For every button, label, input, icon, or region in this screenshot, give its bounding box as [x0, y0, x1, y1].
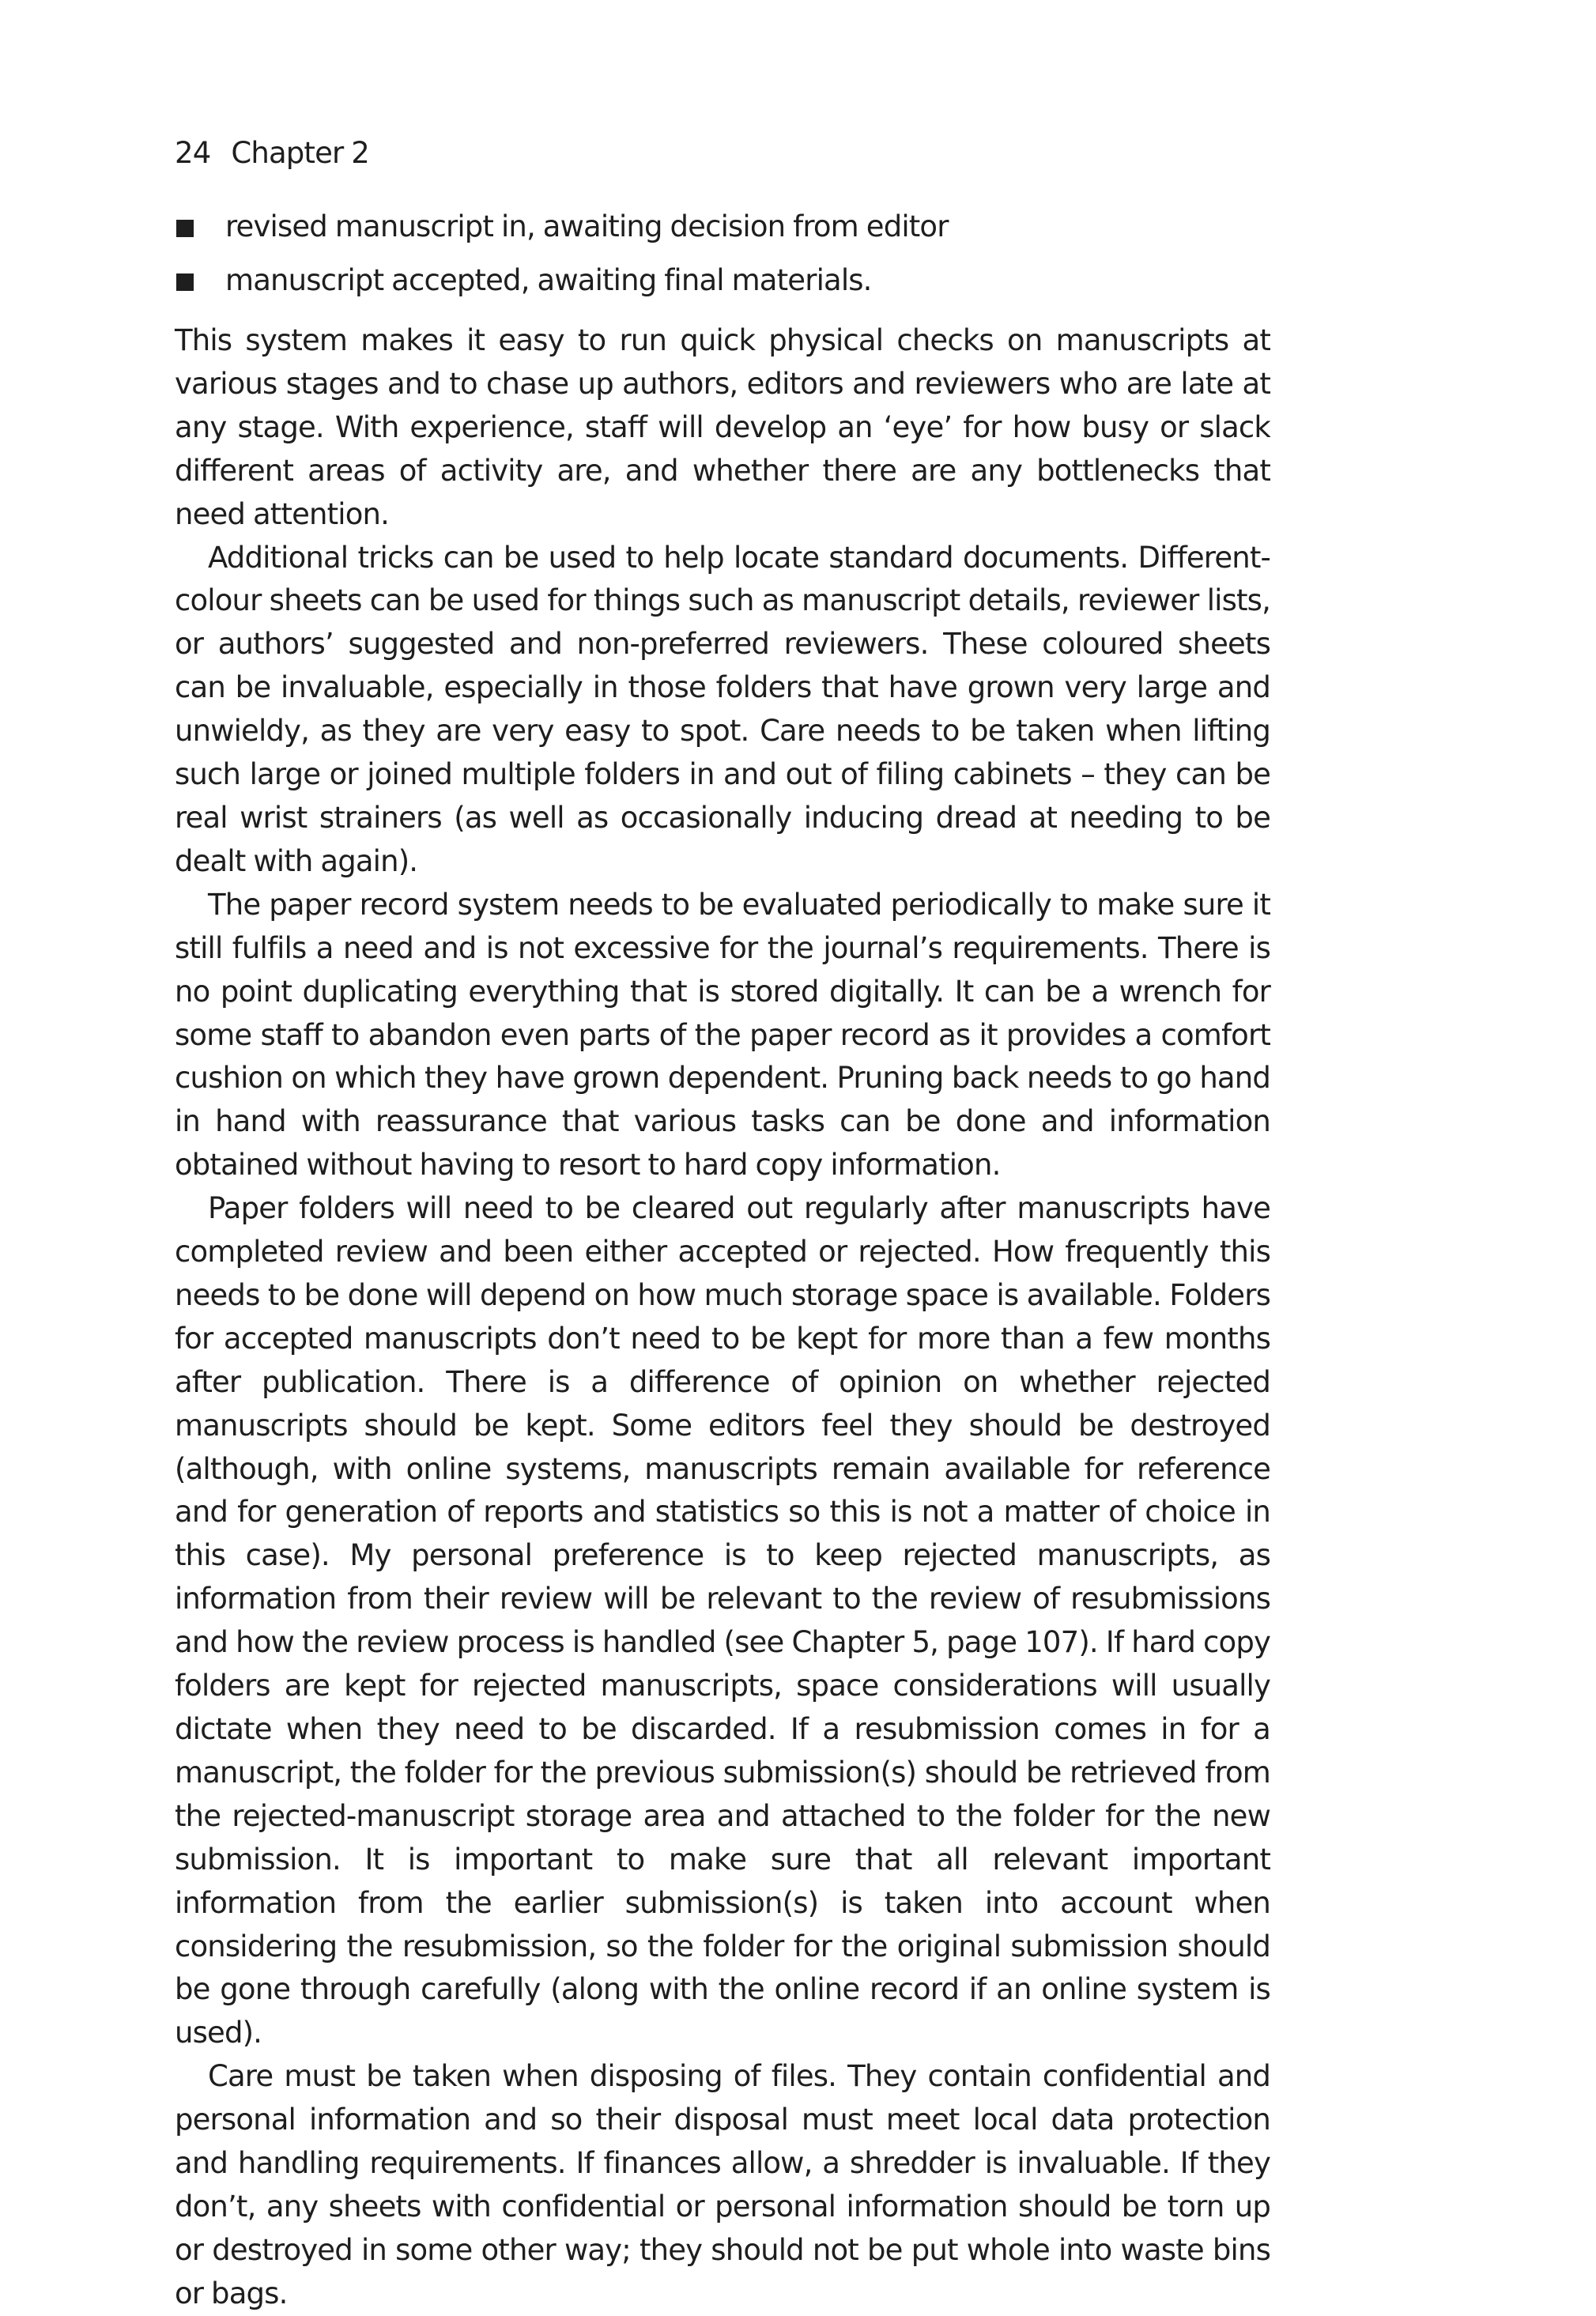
body-text [175, 319, 1270, 2316]
list-item [175, 205, 1270, 249]
book-page [175, 130, 1270, 2316]
paragraph: This system makes it easy to run quick physical checks on manuscripts at various stages and to chase up authors, editors and reviewers who are late at any stage. With experience, staff will develop an ‘eye’ for how busy or slack different areas of activity are, and whether there are any bottlenecks that need attention. [175, 323, 1270, 531]
paragraph: Care must be taken when disposing of files. They contain confidential and personal information and so their disposal must meet local data protection and handling requirements. If finances allow, a shredder is invaluable. If they don’t, any sheets with confidential or personal information should be torn up or destroyed in some other way; they should not be put whole into waste bins or bags. [175, 2059, 1270, 2310]
paragraph: Additional tricks can be used to help locate standard documents. Different-colour sheets can be used for things such as manuscript details, reviewer lists, or authors’ suggested and non-preferred reviewers. These coloured sheets can be invaluable, especially in those folders that have grown very large and unwieldy, as they are very easy to spot. Care needs to be taken when lifting such large or joined multiple folders in and out of filing cabinets – they can be real wrist strainers (as well as occasionally inducing dread at needing to be dealt with again). [175, 540, 1270, 878]
chapter-title: Chapter 2 [231, 136, 369, 170]
paragraph: The paper record system needs to be evaluated periodically to make sure it still fulfils a need and is not excessive for the journal’s requirements. There is no point duplicating everything that is stored digitally. It can be a wrench for some staff to abandon even parts of the paper record as it provides a comfort cushion on which they have grown dependent. Pruning back needs to go hand in hand with reassurance that various tasks can be done and information obtained without having to resort to hard copy information. [175, 887, 1270, 1183]
list-item-text: revised manuscript in, awaiting decision from editor [225, 209, 949, 243]
bullet-list [175, 205, 1270, 303]
list-item-text: manuscript accepted, awaiting final materials. [225, 263, 872, 297]
running-head [175, 130, 1270, 175]
page-number: 24 [175, 136, 211, 170]
paragraph: Paper folders will need to be cleared out regularly after manuscripts have completed review and been either accepted or rejected. How frequently this needs to be done will depend on how much storage space is available. Folders for accepted manuscripts don’t need to be kept for more than a few months after publication. There is a difference of opinion on whether rejected manuscripts should be kept. Some editors feel they should be destroyed (although, with online systems, manuscripts remain available for reference and for generation of reports and statistics so this is not a matter of choice in this case). My personal preference is to keep rejected manuscripts, as information from their review will be relevant to the review of resubmissions and how the review process is handled (see Chapter 5, page 107). If hard copy folders are kept for rejected manuscripts, space considerations will usually dictate when they need to be discarded. If a resubmission comes in for a manuscript, the folder for the previous submission(s) should be retrieved from the rejected-manuscript storage area and attached to the folder for the new submission. It is important to make sure that all relevant important information from the earlier submission(s) is taken into account when considering the resubmission, so the folder for the original submission should be gone through carefully (along with the online record if an online system is used). [175, 1191, 1270, 2050]
square-bullet-icon [176, 273, 194, 291]
list-item [175, 258, 1270, 303]
square-bullet-icon [176, 220, 194, 237]
